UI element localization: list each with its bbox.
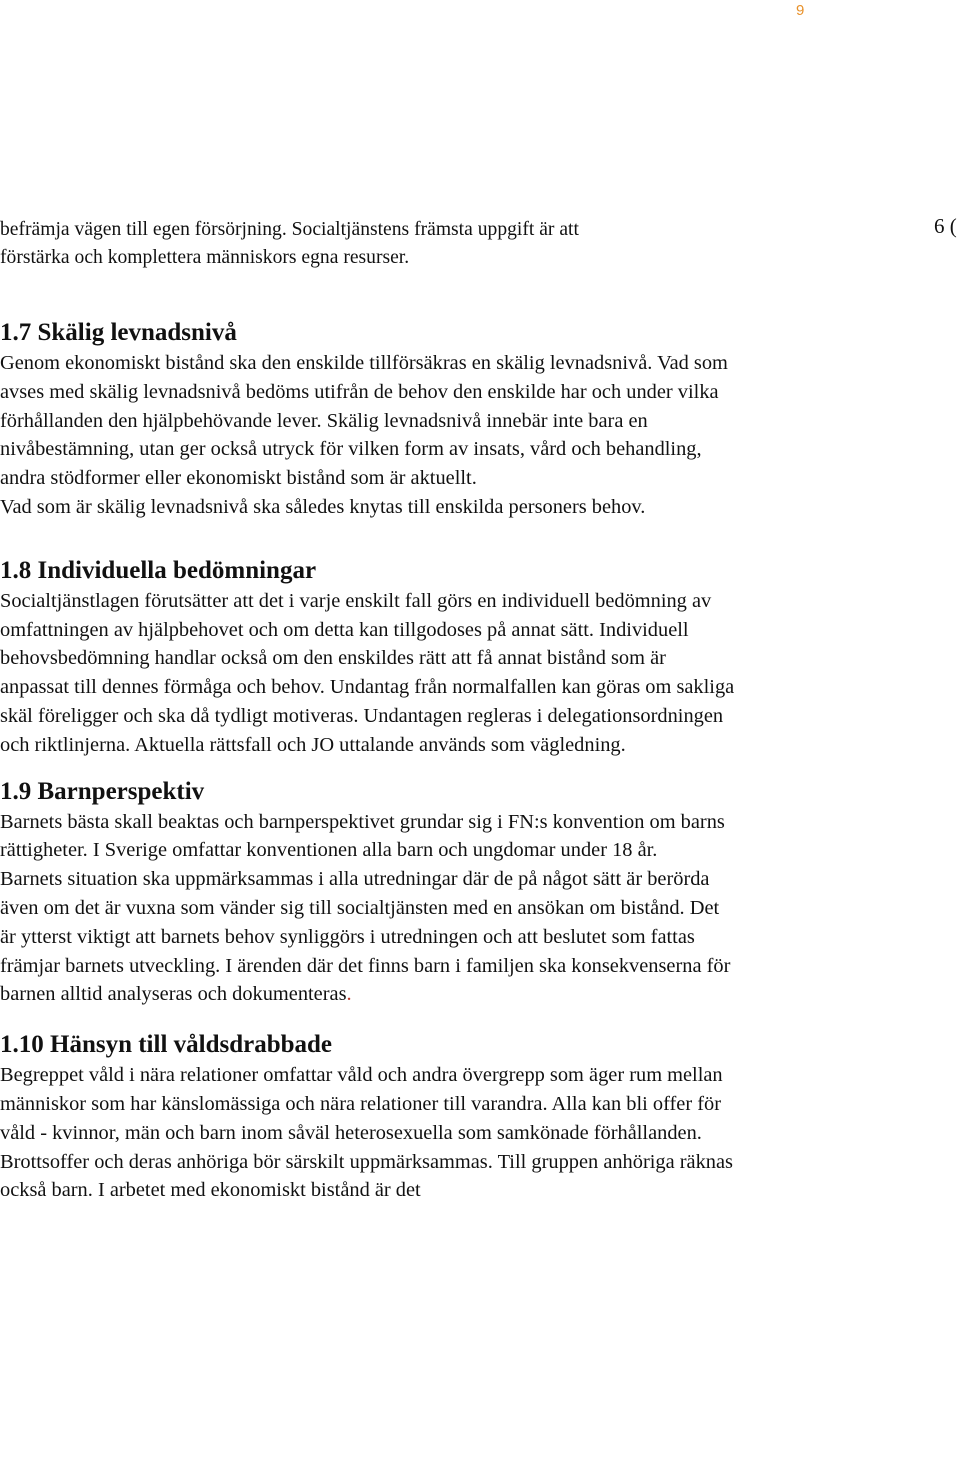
section-hansyn-valdsdrabbade xyxy=(0,1029,950,1205)
page-number: 9 xyxy=(796,2,805,19)
section-individuella-bedomningar xyxy=(0,555,950,760)
paragraph: Genom ekonomiskt bistånd ska den enskilde tillförsäkras en skälig levnadsnivå. Vad som avses med skälig levnadsnivå bedöms utifrån de behov den enskilde har och under vilka förhållanden den hjälpbehövande lever. Skälig levnadsnivå innebär inte bara en nivåbestämning, utan ger också utryck för vilken form av insats, vård och behandling, andra stödformer eller ekonomiskt bistånd som är aktuellt. xyxy=(0,352,728,490)
section-body xyxy=(0,349,728,522)
paragraph: Barnets bästa skall beaktas och barnperspektivet grundar sig i FN:s konvention om barns rättigheter. I Sverige omfattar konventionen alla barn och ungdomar under 18 år. xyxy=(0,810,725,862)
section-heading: 1.7 Skälig levnadsnivå xyxy=(0,319,237,346)
paragraph xyxy=(0,865,732,1009)
intro-line: befrämja vägen till egen försörjning. Socialtjänstens främsta uppgift är att xyxy=(0,219,579,240)
intro-paragraph xyxy=(0,216,950,272)
document-body xyxy=(0,216,950,1205)
intro-line: förstärka och komplettera människors egna resurser. xyxy=(0,247,410,268)
paragraph: Socialtjänstlagen förutsätter att det i varje enskilt fall görs en individuell bedömning av omfattningen av hjälpbehovet och om detta kan tillgodoses på annat sätt. Individuell behovsbedömning handlar också om den enskildes rätt att få annat bistånd som är anpassat till dennes förmåga och behov. Undantag från normalfallen kan göras om sakliga skäl föreligger och ska då tydligt motiveras. Undantagen regleras i delegationsordningen och riktlinjerna. Aktuella rättsfall och JO uttalande används som vägledning. xyxy=(0,589,735,756)
section-barnperspektiv xyxy=(0,776,950,1010)
section-body xyxy=(0,1061,740,1205)
section-heading: 1.10 Hänsyn till våldsdrabbade xyxy=(0,1031,333,1059)
paragraph: Brottsoffer och deras anhöriga bör särskilt uppmärksammas. Till gruppen anhöriga räknas också barn. I arbetet med ekonomiskt bistånd är det xyxy=(0,1150,733,1202)
section-heading: 1.8 Individuella bedömningar xyxy=(0,556,317,584)
paragraph: Begreppet våld i nära relationer omfattar våld och andra övergrepp som äger rum mellan människor som har känslomässiga och nära relationer till varandra. Alla kan bli offer för våld - kvinnor, män och barn inom såväl heterosexuella som samkönade förhållanden. xyxy=(0,1064,723,1144)
paragraph-end-mark: . xyxy=(346,983,352,1006)
section-heading: 1.9 Barnperspektiv xyxy=(0,777,205,805)
paragraph: Vad som är skälig levnadsnivå ska således knytas till enskilda personers behov. xyxy=(0,495,646,518)
section-body xyxy=(0,587,736,760)
page-marker: 6 ( xyxy=(934,214,957,238)
paragraph-text: Barnets situation ska uppmärksammas i alla utredningar där de på något sätt är berörda även om det är vuxna som vänder sig till socialtjänsten med en ansökan om bistånd. Det är ytterst viktigt att barnets behov synliggörs i utredningen och att beslutet som fattas främjar barnets utveckling. I ärenden där det finns barn i familjen ska konsekvenserna för barnen alltid analyseras och dokumenteras xyxy=(0,868,731,1006)
section-body xyxy=(0,808,732,1010)
section-skalig-levnadsniva xyxy=(0,317,950,522)
